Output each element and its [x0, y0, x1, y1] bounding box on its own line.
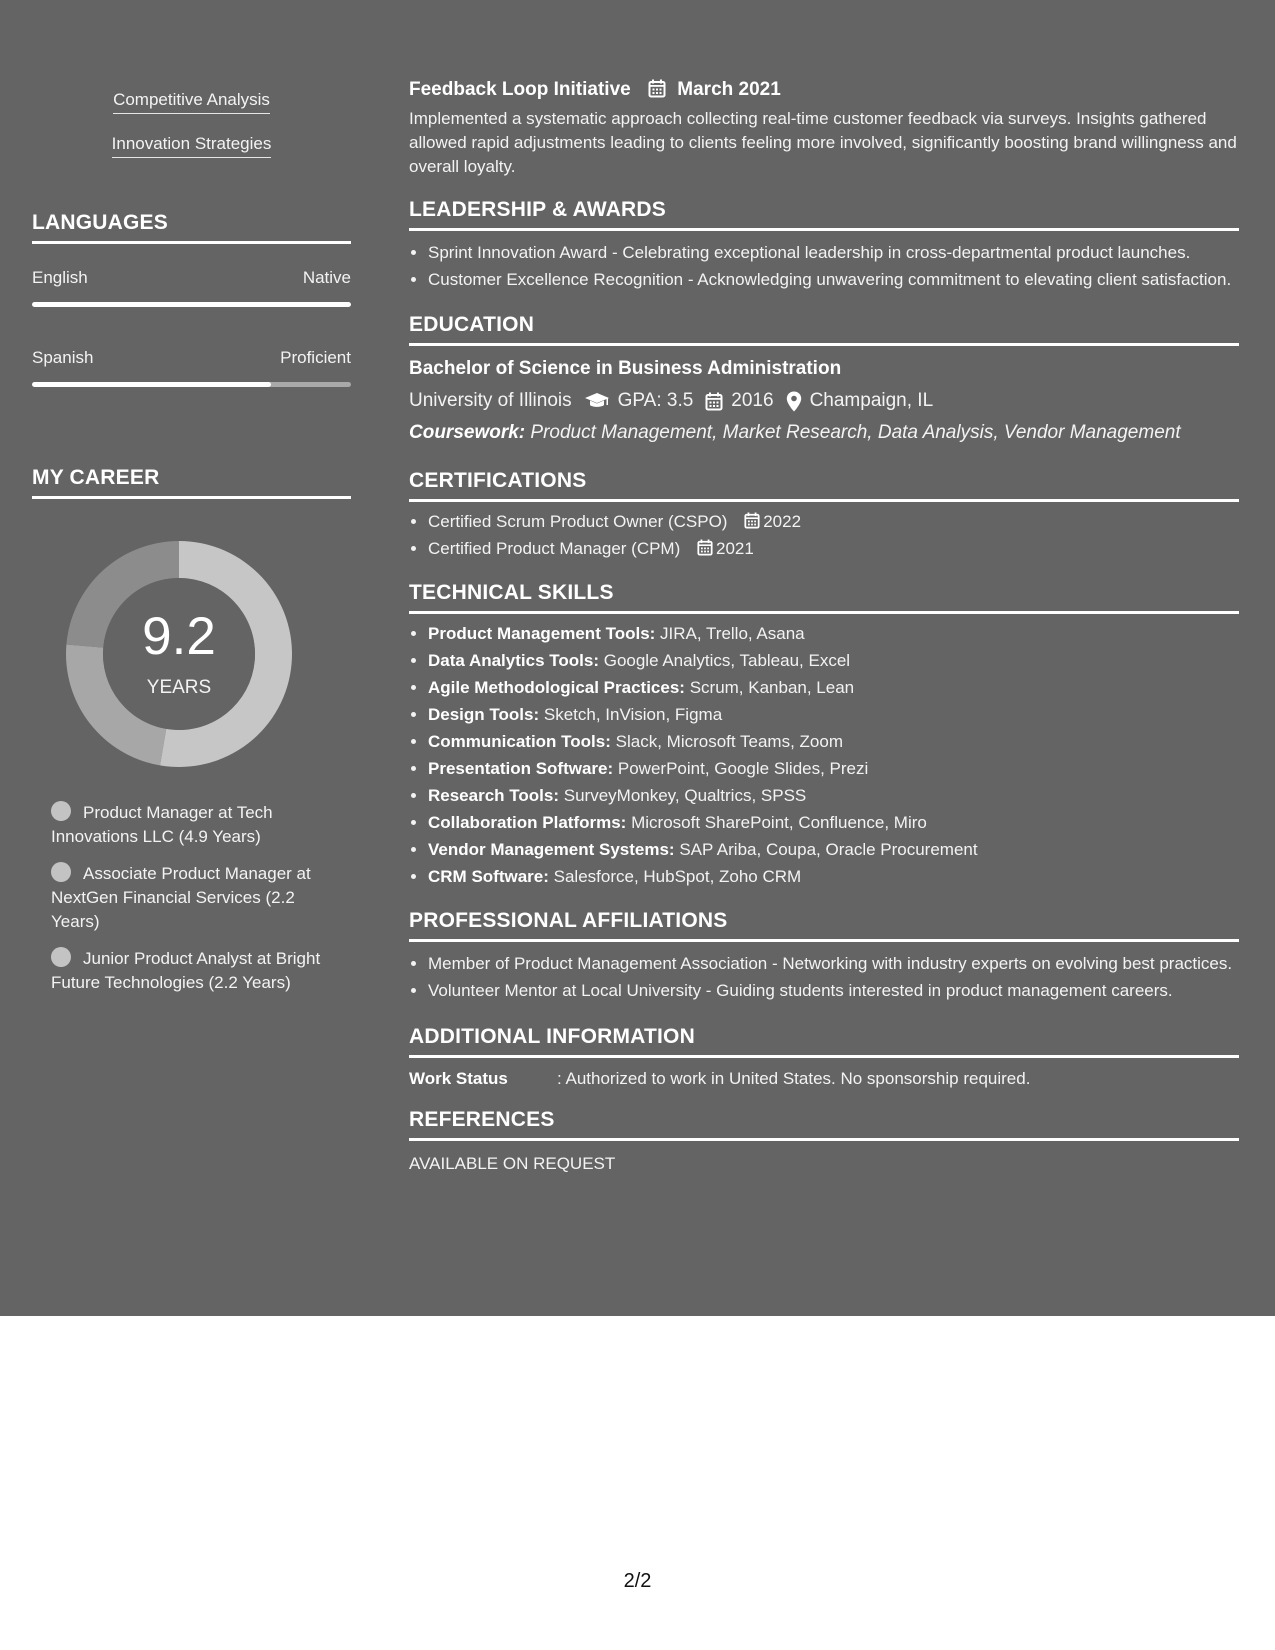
skill-item [428, 784, 1239, 808]
skill-value: Scrum, Kanban, Lean [689, 678, 855, 697]
project-date: March 2021 [677, 79, 781, 100]
references-heading: REFERENCES [409, 1107, 1239, 1141]
skill-item [428, 703, 1239, 727]
coursework-label: Coursework: [409, 422, 526, 443]
education-school: University of Illinois [409, 390, 572, 411]
technical-skills-heading: TECHNICAL SKILLS [409, 580, 1239, 614]
language-level: Native [302, 268, 351, 287]
skill-value: Sketch, InVision, Figma [543, 705, 723, 724]
certification-year: 2021 [716, 539, 754, 558]
technical-skills-list [409, 622, 1239, 889]
skill-value: JIRA, Trello, Asana [660, 624, 805, 643]
references-text: AVAILABLE ON REQUEST [409, 1154, 616, 1173]
calendar-icon [705, 392, 723, 411]
education-heading: EDUCATION [409, 312, 1239, 346]
language-name: English [32, 268, 88, 287]
certification-item: • Certified Scrum Product Owner (CSPO) 2022 [428, 510, 1239, 534]
career-item: Junior Product Analyst at Bright Future Technologies (2.2 Years) [51, 949, 321, 992]
skill-value: PowerPoint, Google Slides, Prezi [617, 759, 869, 778]
career-dot-icon [51, 947, 71, 967]
career-item: Associate Product Manager at NextGen Financial Services (2.2 Years) [51, 864, 311, 931]
skill-label: Research Tools: [428, 786, 560, 805]
skill-value: SAP Ariba, Coupa, Oracle Procurement [679, 840, 978, 859]
skill-label: Design Tools: [428, 705, 540, 724]
skill-value: Microsoft SharePoint, Confluence, Miro [631, 813, 927, 832]
career-item: Product Manager at Tech Innovations LLC (4.9 Years) [51, 803, 273, 846]
skill-item [428, 649, 1239, 673]
skill-item [428, 676, 1239, 700]
work-status-row [409, 1067, 1239, 1091]
skill-label: Data Analytics Tools: [428, 651, 599, 670]
left-column [32, 78, 351, 1008]
career-dot-icon [51, 801, 71, 821]
affiliations-list [409, 952, 1239, 1003]
page-number: 2/2 [623, 1570, 652, 1592]
coursework-list: Product Management, Market Research, Data Analysis, Vendor Management [530, 422, 1181, 443]
calendar-icon [697, 539, 713, 556]
skill-label: CRM Software: [428, 867, 549, 886]
skill-item [428, 865, 1239, 889]
certifications-list [409, 510, 1239, 561]
skill-label: Agile Methodological Practices: [428, 678, 685, 697]
skill-label: Vendor Management Systems: [428, 840, 675, 859]
interest-item: Innovation Strategies [32, 132, 351, 158]
language-bar-fill [32, 382, 271, 387]
work-status-label: Work Status [409, 1069, 508, 1088]
affiliations-heading: PROFESSIONAL AFFILIATIONS [409, 908, 1239, 942]
language-name: Spanish [32, 348, 94, 367]
interest-item: Competitive Analysis [32, 88, 351, 114]
education-meta-row [409, 388, 1239, 414]
education-year: 2016 [731, 390, 774, 411]
project-title: Feedback Loop Initiative [409, 79, 631, 100]
career-heading: MY CAREER [32, 465, 351, 499]
certification-year: 2022 [763, 512, 802, 531]
language-bar-fill [32, 302, 351, 307]
skill-label: Product Management Tools: [428, 624, 656, 643]
education-degree: Bachelor of Science in Business Administration [409, 358, 842, 379]
language-level: Proficient [280, 348, 351, 367]
language-bar [32, 382, 351, 387]
language-bar [32, 302, 351, 307]
skill-item [428, 622, 1239, 646]
additional-info-heading: ADDITIONAL INFORMATION [409, 1024, 1239, 1058]
skill-value: Google Analytics, Tableau, Excel [603, 651, 851, 670]
language-row [32, 267, 351, 289]
language-row [32, 347, 351, 369]
skill-item [428, 730, 1239, 754]
location-pin-icon [786, 391, 802, 412]
list-item: • Customer Excellence Recognition - Acknowledging unwavering commitment to elevating client satisfaction. [428, 268, 1239, 292]
right-column [409, 78, 1239, 1176]
graduation-cap-icon [584, 392, 610, 410]
list-item: • Sprint Innovation Award - Celebrating exceptional leadership in cross-departmental product launches. [428, 241, 1239, 265]
project-title-row [409, 78, 1239, 102]
skill-value: Salesforce, HubSpot, Zoho CRM [553, 867, 802, 886]
list-item: • Volunteer Mentor at Local University - Guiding students interested in product management careers. [428, 979, 1239, 1003]
certification-item: • Certified Product Manager (CPM) 2021 [428, 537, 1239, 561]
career-dot-icon [51, 862, 71, 882]
calendar-icon [648, 79, 666, 98]
career-list [51, 801, 331, 995]
skill-value: Slack, Microsoft Teams, Zoom [615, 732, 843, 751]
skill-item [428, 757, 1239, 781]
leadership-list [409, 241, 1239, 292]
career-total-value: 9.2 [142, 607, 216, 666]
skill-label: Communication Tools: [428, 732, 611, 751]
skill-label: Collaboration Platforms: [428, 813, 627, 832]
certifications-heading: CERTIFICATIONS [409, 468, 1239, 502]
skill-item [428, 811, 1239, 835]
leadership-heading: LEADERSHIP & AWARDS [409, 197, 1239, 231]
calendar-icon [744, 512, 760, 529]
education-gpa: GPA: 3.5 [617, 390, 694, 411]
languages-heading: LANGUAGES [32, 210, 351, 244]
education-location: Champaign, IL [809, 390, 934, 411]
skill-item [428, 838, 1239, 862]
work-status-value: : Authorized to work in United States. No sponsorship required. [557, 1069, 1031, 1088]
career-total-unit: YEARS [146, 677, 212, 698]
project-description: Implemented a systematic approach collecting real-time customer feedback via surveys. Insights gathered allowed rapid adjustments leading to clients feeling more involved, significantly boosting brand willingness and overall loyalty. [409, 109, 1237, 176]
career-donut-chart [66, 541, 292, 767]
skill-label: Presentation Software: [428, 759, 614, 778]
list-item: • Member of Product Management Association - Networking with industry experts on evolving best practices. [428, 952, 1239, 976]
skill-value: SurveyMonkey, Qualtrics, SPSS [563, 786, 807, 805]
education-coursework [409, 420, 1239, 446]
